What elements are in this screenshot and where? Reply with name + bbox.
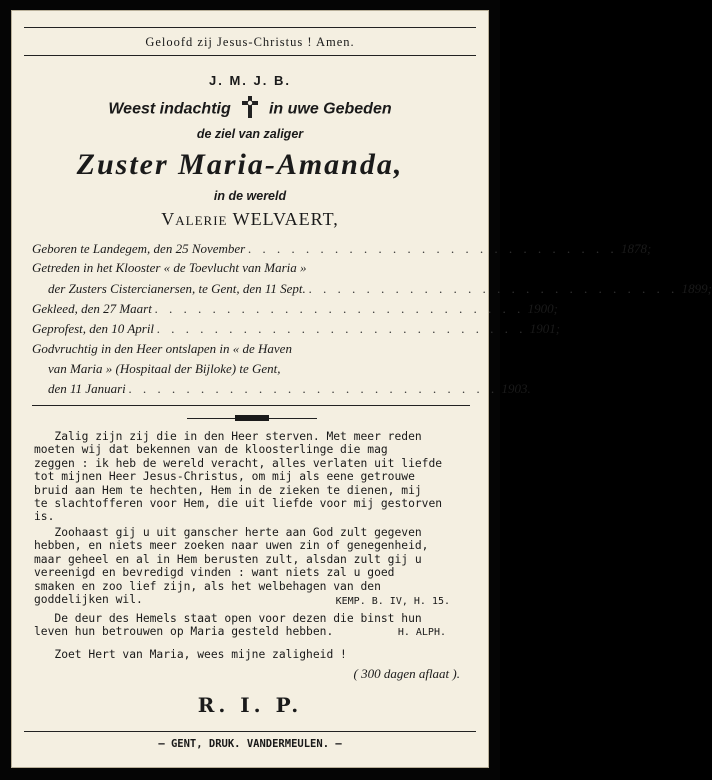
initials: J. M. J. B. xyxy=(209,73,291,88)
header-line: Geloofd zij Jesus-Christus ! Amen. xyxy=(145,35,355,49)
remember-line xyxy=(12,96,488,122)
religious-name: Zuster Maria-Amanda, xyxy=(76,148,404,181)
citation-kempis: KEMP. B. IV, H. 15. xyxy=(335,596,450,607)
event-row xyxy=(32,281,712,297)
event-year: 1903. xyxy=(501,381,531,396)
memorial-card xyxy=(11,10,712,768)
paragraph-1: Zalig zijn zij die in den Heer sterven. Met meer reden moeten wij dat bekennen van de kloosterlinge die mag zeggen : ik heb de wereld veracht, alles verlaten uit liefde tot mijnen Heer Jesus-Christus, om mij als eene getrouwe bruid aan Hem te hechten, Hem in de zieken te dienen, mij te slachtofferen voor Hem, die uit liefde voor mij gestorven is. xyxy=(34,430,443,524)
ornament-divider xyxy=(12,413,488,423)
remember-left: Weest indachtig xyxy=(108,100,231,118)
footer-rule xyxy=(24,731,476,732)
birth-name: Valerie WELVAERT, xyxy=(161,209,339,229)
rip: R. I. P. xyxy=(197,693,303,717)
event-row xyxy=(32,301,558,317)
event-row xyxy=(32,361,470,377)
event-text: van Maria » (Hospitaal der Bijloke) te Gent, xyxy=(48,361,281,376)
event-row xyxy=(32,260,470,276)
event-row xyxy=(32,241,652,257)
event-row xyxy=(32,381,531,397)
leader-dots: . . . . . . . . . . . . . . . . . . . . . . . . . . xyxy=(154,301,525,316)
paragraph-3: De deur des Hemels staat open voor dezen die binst hun leven hun betrouwen op Maria gesteld hebben. xyxy=(34,612,422,639)
event-text: Getreden in het Klooster « de Toevlucht van Maria » xyxy=(32,260,307,275)
prayer: Zoet Hert van Maria, wees mijne zaligheid ! xyxy=(34,648,347,661)
event-text: Gekleed, den 27 Maart xyxy=(32,301,152,316)
event-text: den 11 Januari xyxy=(48,381,126,396)
top-rule xyxy=(24,27,476,28)
paragraph-2: Zoohaast gij u uit ganscher herte aan God zult gegeven hebben, en niets meer zoeken naar uwen zin of genegenheid, maar geheel en al in Hem berusten zult, alsdan zult gij u vereenigd en bevredigd vinden : want niets zal u goed smaken en zoo lief zijn, als het welbehagen van den goddelijken wil. xyxy=(34,526,429,607)
event-year: 1900; xyxy=(527,301,558,316)
leader-dots: . . . . . . . . . . . . . . . . . . . . . . . . . . xyxy=(308,281,679,296)
indulgence: ( 300 dagen aflaat ). xyxy=(353,666,460,681)
event-text: Godvruchtig in den Heer ontslapen in « de Haven xyxy=(32,341,292,356)
printer-line: — GENT, DRUK. VANDERMEULEN. — xyxy=(158,738,342,750)
event-text: Geprofest, den 10 April xyxy=(32,321,155,336)
citation-alphonsus: H. ALPH. xyxy=(397,627,446,638)
event-row xyxy=(32,341,470,357)
event-row xyxy=(32,321,561,337)
event-text: der Zusters Cistercianersen, te Gent, den 11 Sept. xyxy=(48,281,306,296)
leader-dots: . . . . . . . . . . . . . . . . . . . . . . . . . . xyxy=(128,381,499,396)
event-year: 1899; xyxy=(681,281,712,296)
event-text: Geboren te Landegem, den 25 November xyxy=(32,241,246,256)
soul-line: de ziel van zaliger xyxy=(196,127,304,141)
leader-dots: . . . . . . . . . . . . . . . . . . . . . . . . . . xyxy=(248,241,618,256)
header-rule xyxy=(24,55,476,56)
in-world-label: in de wereld xyxy=(213,189,287,203)
remember-right: in uwe Gebeden xyxy=(268,100,392,118)
leader-dots: . . . . . . . . . . . . . . . . . . . . . . . . . . xyxy=(157,321,527,336)
cross-icon xyxy=(242,96,258,122)
events-rule xyxy=(32,405,470,406)
event-year: 1878; xyxy=(621,241,652,256)
event-year: 1901; xyxy=(529,321,561,336)
